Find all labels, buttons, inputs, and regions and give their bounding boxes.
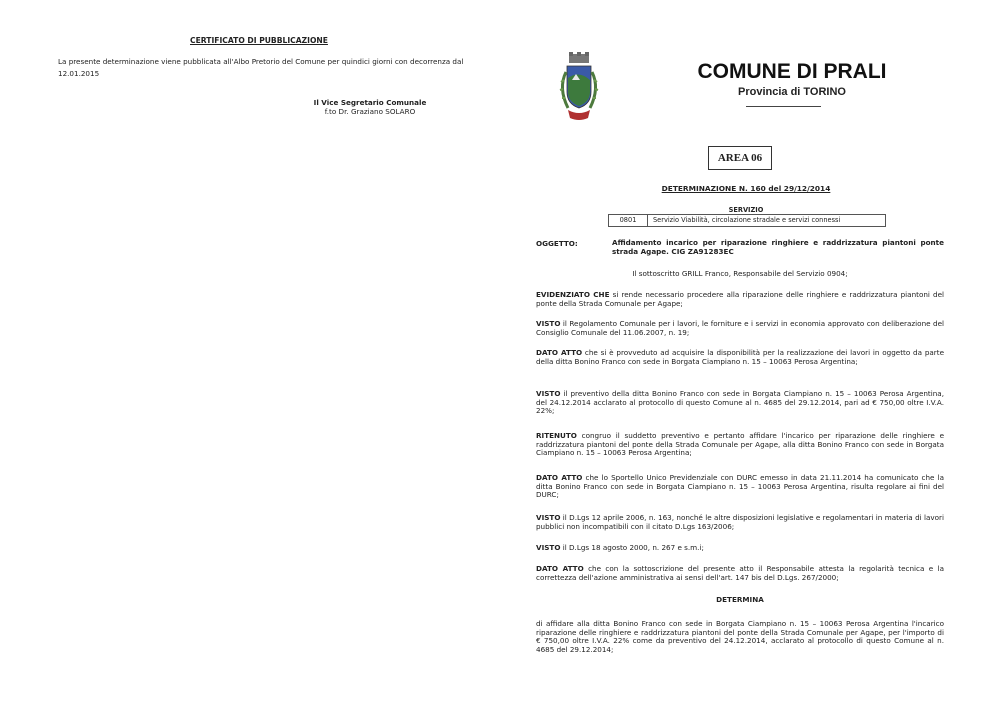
servizio-label: SERVIZIO	[728, 206, 764, 214]
certificate-title: CERTIFICATO DI PUBBLICAZIONE	[190, 36, 328, 45]
paragraph-lead: VISTO	[536, 513, 561, 522]
right-page	[496, 0, 992, 701]
provincia-subtitle: Provincia di TORINO	[738, 86, 846, 98]
intro-line: Il sottoscritto GRILL Franco, Responsabile del Servizio 0904;	[632, 269, 848, 278]
area-box: AREA 06	[708, 146, 772, 170]
paragraph	[536, 390, 944, 416]
paragraph-text: il D.Lgs 12 aprile 2006, n. 163, nonché le altre disposizioni legislative e regolamentari in materia di lavori pubblici non incompatibili con il citato D.Lgs 163/2006;	[536, 513, 944, 531]
paragraph	[536, 544, 944, 553]
paragraph-text: congruo il suddetto preventivo e pertanto affidare l'incarico per riparazione delle ringhiere e raddrizzatura piantoni del ponte della Strada Comunale per Agape, alla ditta Bonino Franco con sede in Borgata Ciampiano n. 15 – 10063 Perosa Argentina;	[536, 431, 944, 458]
determina-heading: DETERMINA	[716, 595, 764, 604]
oggetto-text: Affidamento incarico per riparazione ringhiere e raddrizzatura piantoni ponte strada Agape. CIG ZA91283EC	[612, 238, 944, 256]
paragraph-lead: RITENUTO	[536, 431, 577, 440]
paragraph-text: che si è provveduto ad acquisire la disponibilità per la realizzazione dei lavori in oggetto da parte della ditta Bonino Franco con sede in Borgata Ciampiano n. 15 – 10063 Perosa Argentina;	[536, 348, 944, 366]
paragraph-lead: VISTO	[536, 389, 561, 398]
determinazione-title: DETERMINAZIONE N. 160 del 29/12/2014	[661, 184, 831, 193]
paragraph	[536, 514, 944, 531]
determina-text: di affidare alla ditta Bonino Franco con sede in Borgata Ciampiano n. 15 – 10063 Perosa Argentina l'incarico riparazione delle ringhiere e raddrizzatura piantoni del ponte della Strada Comunale per Agape, per l'importo di € 750,00 oltre I.V.A. 22% come da preventivo del 24.12.2014, acclarato al protocollo di questo Comune al n. 4685 del 29.12.2014;	[536, 619, 944, 654]
paragraph-lead: VISTO	[536, 319, 561, 328]
oggetto-label: OGGETTO:	[536, 239, 578, 248]
paragraph-lead: DATO ATTO	[536, 564, 584, 573]
paragraph	[536, 320, 944, 337]
servizio-text: Servizio Viabilità, circolazione stradale e servizi connessi	[653, 216, 841, 224]
paragraph-text: il preventivo della ditta Bonino Franco con sede in Borgata Ciampiano n. 15 – 10063 Perosa Argentina, del 24.12.2014 acclarato al protocollo di questo Comune al n. 4685 del 29.12.2014, pari ad € 750,00 oltre I.V.A. 22%;	[536, 389, 944, 416]
paragraph-lead: DATO ATTO	[536, 473, 583, 482]
paragraph	[536, 291, 944, 308]
paragraph-text: si rende necessario procedere alla riparazione delle ringhiere e raddrizzatura piantoni del ponte della Strada Comunale per Agape;	[536, 290, 944, 308]
paragraph-text: che con la sottoscrizione del presente atto il Responsabile attesta la regolarità tecnica e la correttezza dell'azione amministrativa ai sensi dell'art. 147 bis del D.Lgs. 267/2000;	[536, 564, 944, 582]
paragraph-lead: VISTO	[536, 543, 561, 552]
paragraph	[536, 349, 944, 366]
signer-role: Il Vice Segretario Comunale	[313, 98, 427, 107]
paragraph-lead: EVIDENZIATO CHE	[536, 290, 610, 299]
paragraph	[536, 474, 944, 500]
paragraph	[536, 565, 944, 582]
paragraph-text: il D.Lgs 18 agosto 2000, n. 267 e s.m.i;	[560, 543, 704, 552]
paragraph	[536, 432, 944, 458]
paragraph-text: che lo Sportello Unico Previdenziale con DURC emesso in data 21.11.2014 ha comunicato che la ditta Bonino Franco con sede in Borgata Ciampiano n. 15 – 10063 Perosa Argentina, risulta regolare ai fini del DURC;	[536, 473, 944, 500]
comune-title: COMUNE DI PRALI	[697, 60, 887, 83]
header-divider	[746, 106, 821, 107]
signer-name: f.to Dr. Graziano SOLARO	[324, 107, 416, 116]
certificate-body: La presente determinazione viene pubblicata all'Albo Pretorio del Comune per quindici giorni con decorrenza dal 12.01.2015	[58, 57, 464, 78]
paragraph-lead: DATO ATTO	[536, 348, 583, 357]
servizio-code: 0801	[609, 215, 648, 226]
paragraph-text: il Regolamento Comunale per i lavori, le forniture e i servizi in economia approvato con deliberazione del Consiglio Comunale del 11.06.2007, n. 19;	[536, 319, 944, 337]
servizio-table	[608, 214, 886, 227]
municipal-crest-icon	[554, 52, 604, 122]
